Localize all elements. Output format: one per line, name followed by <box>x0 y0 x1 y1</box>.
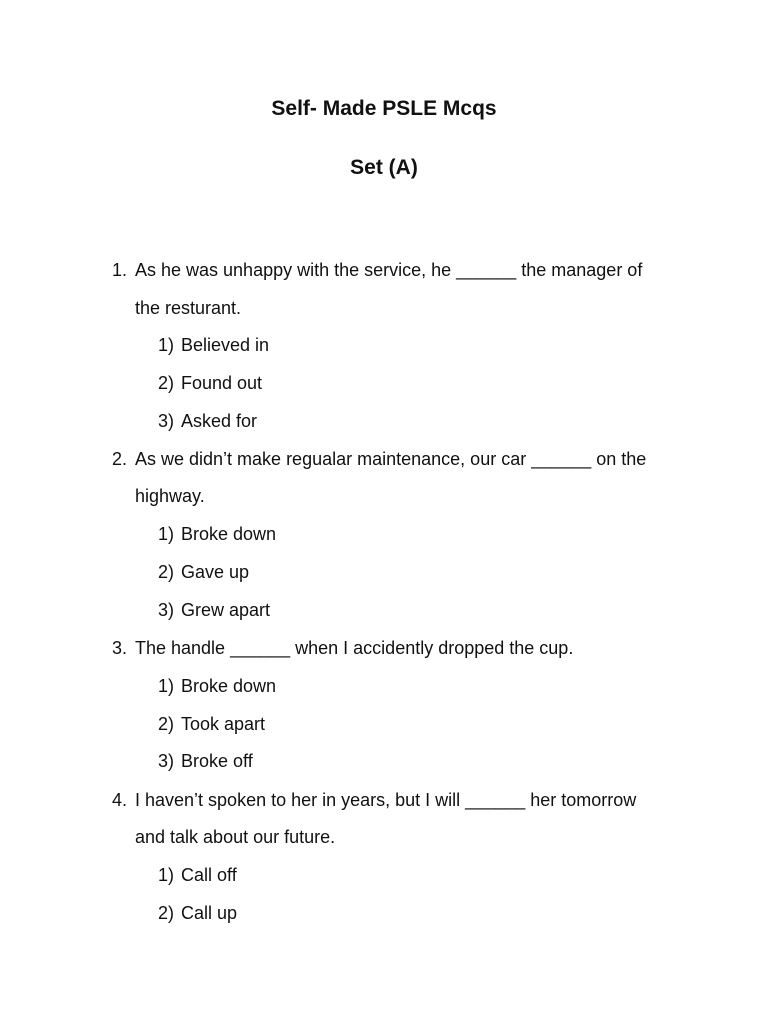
question-number: 4. <box>112 790 128 810</box>
option-number: 2) <box>158 714 175 734</box>
option-text: Found out <box>181 373 263 393</box>
document-subtitle: Set (A) <box>350 156 418 179</box>
question-text: and talk about our future. <box>135 827 336 847</box>
option-text: Call off <box>181 865 237 885</box>
question-text: highway. <box>135 486 205 506</box>
document-title: Self- Made PSLE Mcqs <box>271 97 497 120</box>
question-number: 1. <box>112 260 128 280</box>
option-number: 1) <box>158 865 175 885</box>
option-number: 2) <box>158 903 175 923</box>
option-text: Call up <box>181 903 238 923</box>
option-number: 3) <box>158 411 175 431</box>
question-text: As he was unhappy with the service, he ______ the manager of <box>135 260 643 280</box>
question-text: the resturant. <box>135 298 242 318</box>
question-text: As we didn’t make regualar maintenance, our car ______ on the <box>135 449 647 469</box>
option-number: 3) <box>158 600 175 620</box>
option-text: Believed in <box>181 335 270 355</box>
question-text: The handle ______ when I accidently dropped the cup. <box>135 638 574 658</box>
option-text: Grew apart <box>181 600 271 620</box>
option-text: Asked for <box>181 411 258 431</box>
option-text: Broke down <box>181 524 277 544</box>
option-number: 1) <box>158 676 175 696</box>
option-number: 1) <box>158 335 175 355</box>
question-number: 3. <box>112 638 128 658</box>
option-number: 3) <box>158 751 175 771</box>
option-text: Gave up <box>181 562 250 582</box>
option-number: 2) <box>158 562 175 582</box>
option-text: Broke off <box>181 751 253 771</box>
question-number: 2. <box>112 449 128 469</box>
question-text: I haven’t spoken to her in years, but I will ______ her tomorrow <box>135 790 637 810</box>
option-text: Took apart <box>181 714 266 734</box>
option-text: Broke down <box>181 676 277 696</box>
option-number: 1) <box>158 524 175 544</box>
option-number: 2) <box>158 373 175 393</box>
